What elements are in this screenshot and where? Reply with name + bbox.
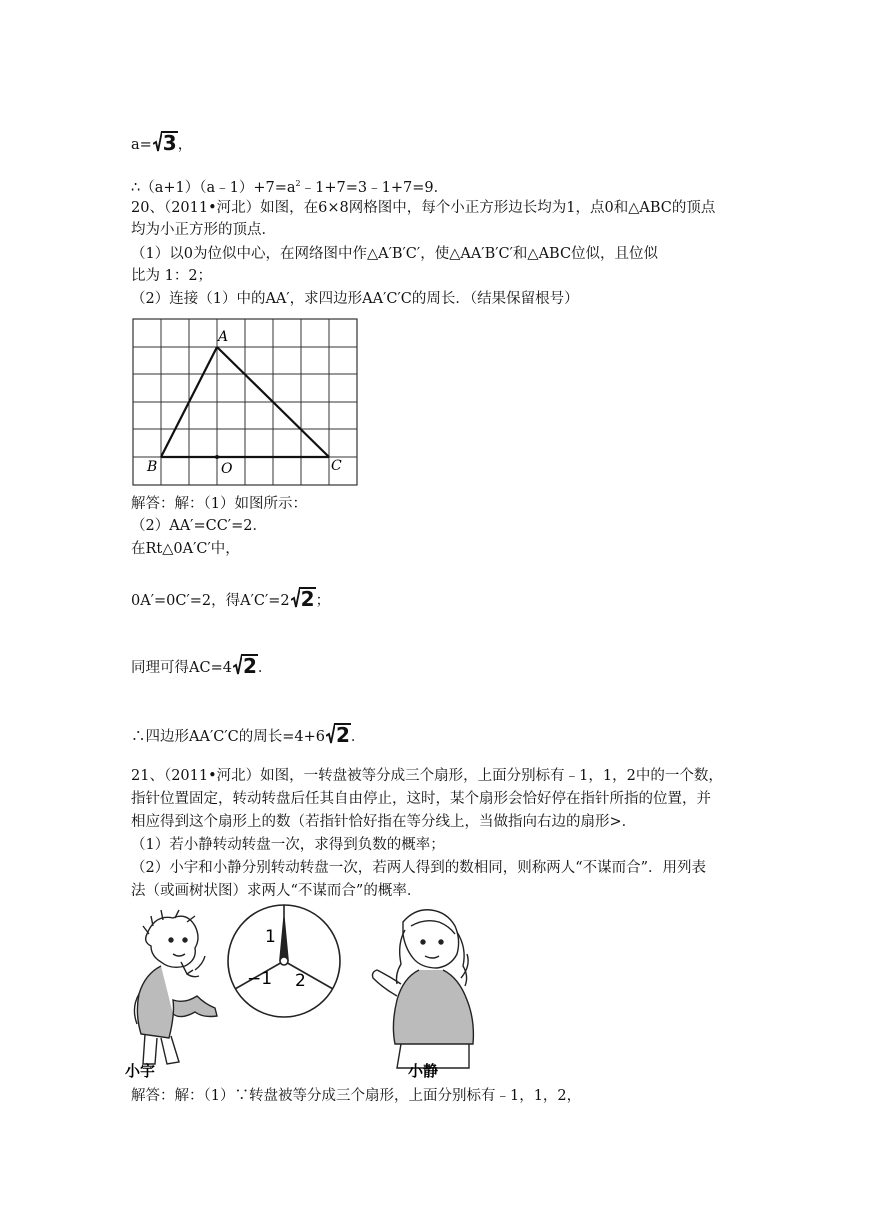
spinner-illustration (125, 904, 485, 1084)
boy-caption: 小宇 (125, 1062, 156, 1080)
q21-line-2: 指针位置固定，转动转盘后任其自由停止，这时，某个扇形会恰好停在指针所指的位置，并 (131, 791, 711, 807)
text: ， (177, 137, 193, 153)
text: ． (350, 729, 366, 745)
girl-caption: 小静 (408, 1062, 439, 1080)
label-a: A (218, 329, 229, 345)
text: ； (315, 593, 331, 609)
text: a= (131, 137, 152, 153)
point-o (215, 455, 219, 459)
q20-line-1: 20、（2011•河北）如图，在6×8网格图中，每个小正方形边长均为1，点0和△ABC的顶点 (131, 200, 716, 216)
q20-line-5: （2）连接（1）中的AA′，求四边形AA′C′C的周长．（结果保留根号） (131, 291, 579, 307)
spinner-wheel (228, 905, 340, 1017)
q20-line-2: 均为小正方形的顶点． (131, 222, 276, 238)
a21-line-1: 解答：解：（1）∵转盘被等分成三个扇形，上面分别标有﹣1，1，2， (131, 1088, 582, 1104)
q20-line-4: 比为 1：2； (131, 268, 213, 284)
q21-line-1: 21、（2011•河北）如图，一转盘被等分成三个扇形，上面分别标有﹣1，1，2中的一个数， (131, 768, 723, 784)
grid-diagram (132, 318, 360, 488)
spinner-figure (125, 904, 485, 1088)
radicand: 2 (300, 587, 315, 611)
radicand: 3 (162, 131, 177, 155)
text: ． (257, 660, 273, 676)
text: 同理可得AC=4 (131, 660, 232, 676)
q20-line-3: （1）以0为位似中心，在网络图中作△A′B′C′，使△AA′B′C′和△ABC位似，且位似 (131, 246, 659, 262)
superscript: 2 (295, 179, 301, 188)
q21-line-3: 相应得到这个扇形上的数（若指针恰好指在等分线上，当做指向右边的扇形>． (131, 814, 637, 830)
sector-label-1: 1 (265, 927, 276, 947)
a20-line-1: 解答：解：（1）如图所示： (131, 496, 307, 512)
text: 0A′=0C′=2，得A′C′=2 (131, 593, 290, 609)
q21-line-6: 法（或画树状图）求两人“不谋而合”的概率． (131, 883, 422, 899)
sector-label-neg1: −1 (247, 969, 273, 989)
label-b: B (147, 459, 158, 475)
expression-line-a (131, 131, 192, 155)
q21-line-5: （2）小宇和小静分别转动转盘一次，若两人得到的数相同，则称两人“不谋而合”．用列表 (131, 860, 707, 876)
radicand: 2 (335, 723, 350, 747)
radicand: 2 (242, 654, 257, 678)
sqrt-symbol (326, 723, 351, 745)
grid-figure (132, 318, 360, 492)
a20-line-4 (131, 587, 330, 611)
boy-illustration (134, 910, 217, 1064)
text: ﹣1+7=3﹣1+7=9． (300, 180, 449, 196)
sector-label-2: 2 (295, 971, 306, 991)
girl-illustration (373, 910, 474, 1068)
label-c: C (331, 458, 342, 474)
a20-line-2: （2）AA′=CC′=2． (131, 518, 267, 534)
label-o: O (221, 461, 233, 477)
q21-line-4: （1）若小静转动转盘一次，求得到负数的概率； (131, 837, 445, 853)
a20-line-5 (131, 654, 272, 678)
text: ∴（a+1）（a﹣1）+7=a (131, 180, 296, 196)
a20-line-3: 在Rt△0A′C′中， (131, 541, 240, 557)
sqrt-symbol (153, 131, 178, 153)
sqrt-symbol (233, 654, 258, 676)
expression-line-result (131, 174, 448, 198)
sqrt-symbol (291, 587, 316, 609)
text: ∴四边形AA′C′C的周长=4+6 (131, 729, 325, 745)
a20-line-6 (131, 723, 365, 747)
